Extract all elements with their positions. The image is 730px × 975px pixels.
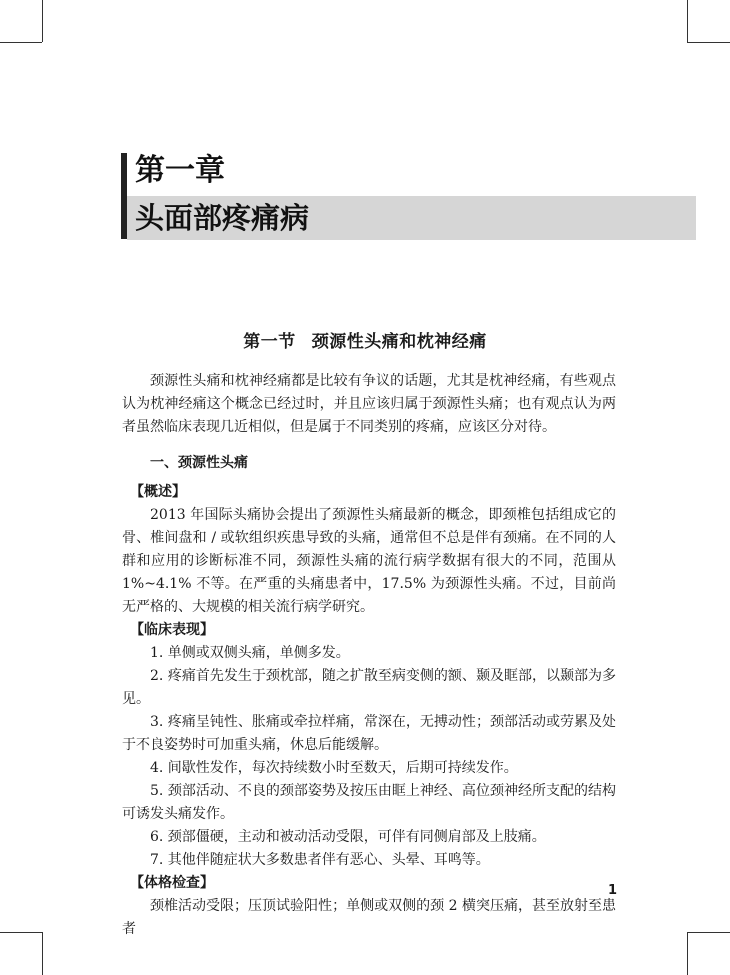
- page-number: 1: [608, 883, 618, 898]
- section-number: 第一节: [243, 332, 296, 352]
- crop-mark: [42, 0, 43, 42]
- chapter-title: 第一章: [135, 153, 225, 188]
- section-title-text: 颈源性头痛和枕神经痛: [311, 332, 487, 352]
- overview-heading: 【概述】: [130, 484, 186, 500]
- clinical-item-6: 6. 颈部僵硬，主动和被动活动受限，可伴有同侧肩部及上肢痛。: [150, 829, 546, 845]
- chapter-accent-bar: [121, 153, 127, 239]
- clinical-item-2: 2. 疼痛首先发生于颈枕部，随之扩散至病变侧的额、颞及眶部，以颞部为多见。: [122, 668, 616, 707]
- clinical-heading: 【临床表现】: [130, 622, 214, 638]
- section-title: [0, 330, 730, 354]
- intro-paragraph: 颈源性头痛和枕神经痛都是比较有争议的话题，尤其是枕神经痛，有些观点认为枕神经痛这个概念已经过时，并且应该归属于颈源性头痛；也有观点认为两者虽然临床表现几近相似，但是属于不同类别的疼痛，应该区分对待。: [122, 373, 616, 435]
- clinical-item-7: 7. 其他伴随症状大多数患者伴有恶心、头晕、耳鸣等。: [150, 852, 490, 868]
- crop-mark: [687, 932, 730, 933]
- clinical-item-4: 4. 间歇性发作，每次持续数小时至数天，后期可持续发作。: [150, 760, 518, 776]
- clinical-item-3: 3. 疼痛呈钝性、胀痛或牵拉样痛，常深在，无搏动性；颈部活动或劳累及处于不良姿势时可加重头痛，休息后能缓解。: [122, 714, 616, 753]
- crop-mark: [0, 932, 42, 933]
- body-text: [122, 370, 616, 941]
- chapter-subtitle: 头面部疼痛病: [135, 201, 310, 235]
- exam-heading: 【体格检查】: [130, 875, 214, 891]
- crop-mark: [0, 42, 42, 43]
- crop-mark: [42, 932, 43, 975]
- exam-paragraph: 颈椎活动受限；压顶试验阳性；单侧或双侧的颈 2 横突压痛，甚至放射至患者: [122, 898, 616, 937]
- overview-paragraph: 2013 年国际头痛协会提出了颈源性头痛最新的概念，即颈椎包括组成它的骨、椎间盘和 / 或软组织疾患导致的头痛，通常但不总是伴有颈痛。在不同的人群和应用的诊断标准不同，颈源性头痛的流行病学数据有很大的不同，范围从1%~4.1% 不等。在严重的头痛患者中，17.5% 为颈源性头痛。不过，目前尚无严格的、大规模的相关流行病学研究。: [122, 507, 616, 615]
- crop-mark: [687, 0, 688, 42]
- crop-mark: [687, 932, 688, 975]
- crop-mark: [687, 42, 730, 43]
- clinical-item-1: 1. 单侧或双侧头痛，单侧多发。: [150, 645, 350, 661]
- clinical-item-5: 5. 颈部活动、不良的颈部姿势及按压由眶上神经、高位颈神经所支配的结构可诱发头痛发作。: [122, 783, 616, 822]
- subsection-heading: 一、颈源性头痛: [150, 455, 248, 471]
